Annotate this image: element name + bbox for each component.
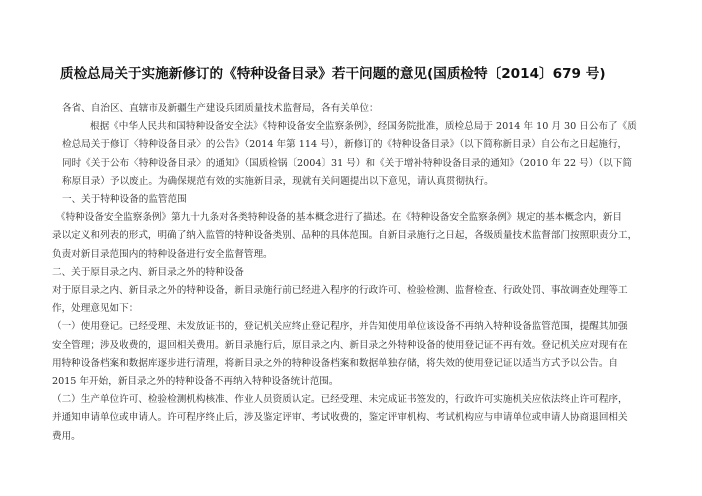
section1-line: 负责对新目录范围内的特种设备进行安全监督管理。 [52, 248, 273, 260]
salutation-paragraph [62, 100, 662, 118]
item2-line: （二）生产单位许可、检验检测机构核准、作业人员资质认定。已经受理、未完成证书签发的，行政许可实施机关应依法终止许可程序， [52, 394, 628, 406]
item1-line: 2015 年开始，新目录之外的特种设备不再纳入特种设备统计范围。 [52, 376, 339, 388]
section1-paragraph [52, 209, 662, 264]
item2-paragraph [52, 391, 662, 446]
intro-line: 根据《中华人民共和国特种设备安全法》《特种设备安全监察条例》，经国务院批准，质检总局于 2014 年 10 月 30 日公布了《质 [90, 121, 637, 133]
section1-heading [62, 191, 662, 209]
document-title: 质检总局关于实施新修订的《特种设备目录》若干问题的意见(国质检特〔2014〕679 号) [60, 66, 606, 82]
section2-heading [52, 264, 662, 282]
document-body [52, 100, 662, 446]
intro-paragraph [62, 118, 662, 191]
section2-paragraph [52, 282, 662, 318]
section2-line: 对于原目录之内、新目录之外的特种设备，新目录施行前已经进入程序的行政许可、检验检测、监督检查、行政处罚、事故调查处理等工 [52, 285, 628, 297]
item1-line: 用特种设备档案和数据库逐步进行清理，将新目录之外的特种设备档案和数据单独存储，将失效的使用登记证以适当方式予以公告。自 [52, 357, 619, 369]
section2-line: 作，处理意见如下： [52, 303, 139, 315]
item1-line: 安全管理；涉及收费的，退回相关费用。新目录施行后，原目录之内、新目录之外特种设备的使用登记证不再有效。登记机关应对现有在 [52, 339, 628, 351]
section1-line: 《特种设备安全监察条例》第九十九条对各类特种设备的基本概念进行了描述。在《特种设备安全监察条例》规定的基本概念内，新目 [56, 212, 623, 224]
section1-line: 录以定义和列表的形式，明确了纳入监管的特种设备类别、品种的具体范围。自新目录施行之日起，各级质量技术监督部门按照职责分工， [52, 230, 638, 242]
intro-line: 检总局关于修订〈特种设备目录〉的公告》（2014 年第 114 号），新修订的《特种设备目录》（以下简称新目录）自公布之日起施行， [62, 139, 628, 151]
item1-line: （一）使用登记。已经受理、未发放证书的，登记机关应终止登记程序，并告知使用单位该设备不再纳入特种设备监管范围，提醒其加强 [52, 321, 628, 333]
salutation-line: 各省、自治区、直辖市及新疆生产建设兵团质量技术监督局，各有关单位： [62, 103, 379, 114]
intro-line: 称原目录）予以废止。为确保规范有效的实施新目录，现就有关问题提出以下意见，请认真贯彻执行。 [62, 175, 494, 187]
intro-line: 同时《关于公布〈特种设备目录〉的通知》（国质检锅〔2004〕31 号）和《关于增补特种设备目录的通知》（2010 年 22 号）（以下简 [62, 157, 632, 169]
section-heading-line: 一、关于特种设备的监管范围 [62, 194, 187, 206]
item1-paragraph [52, 318, 662, 391]
item2-line: 并通知申请单位或申请人。许可程序终止后，涉及鉴定评审、考试收费的，鉴定评审机构、考试机构应与申请单位或申请人协商退回相关 [52, 412, 628, 424]
section-heading-line: 二、关于原目录之内、新目录之外的特种设备 [52, 266, 244, 278]
item2-line: 费用。 [52, 430, 81, 442]
